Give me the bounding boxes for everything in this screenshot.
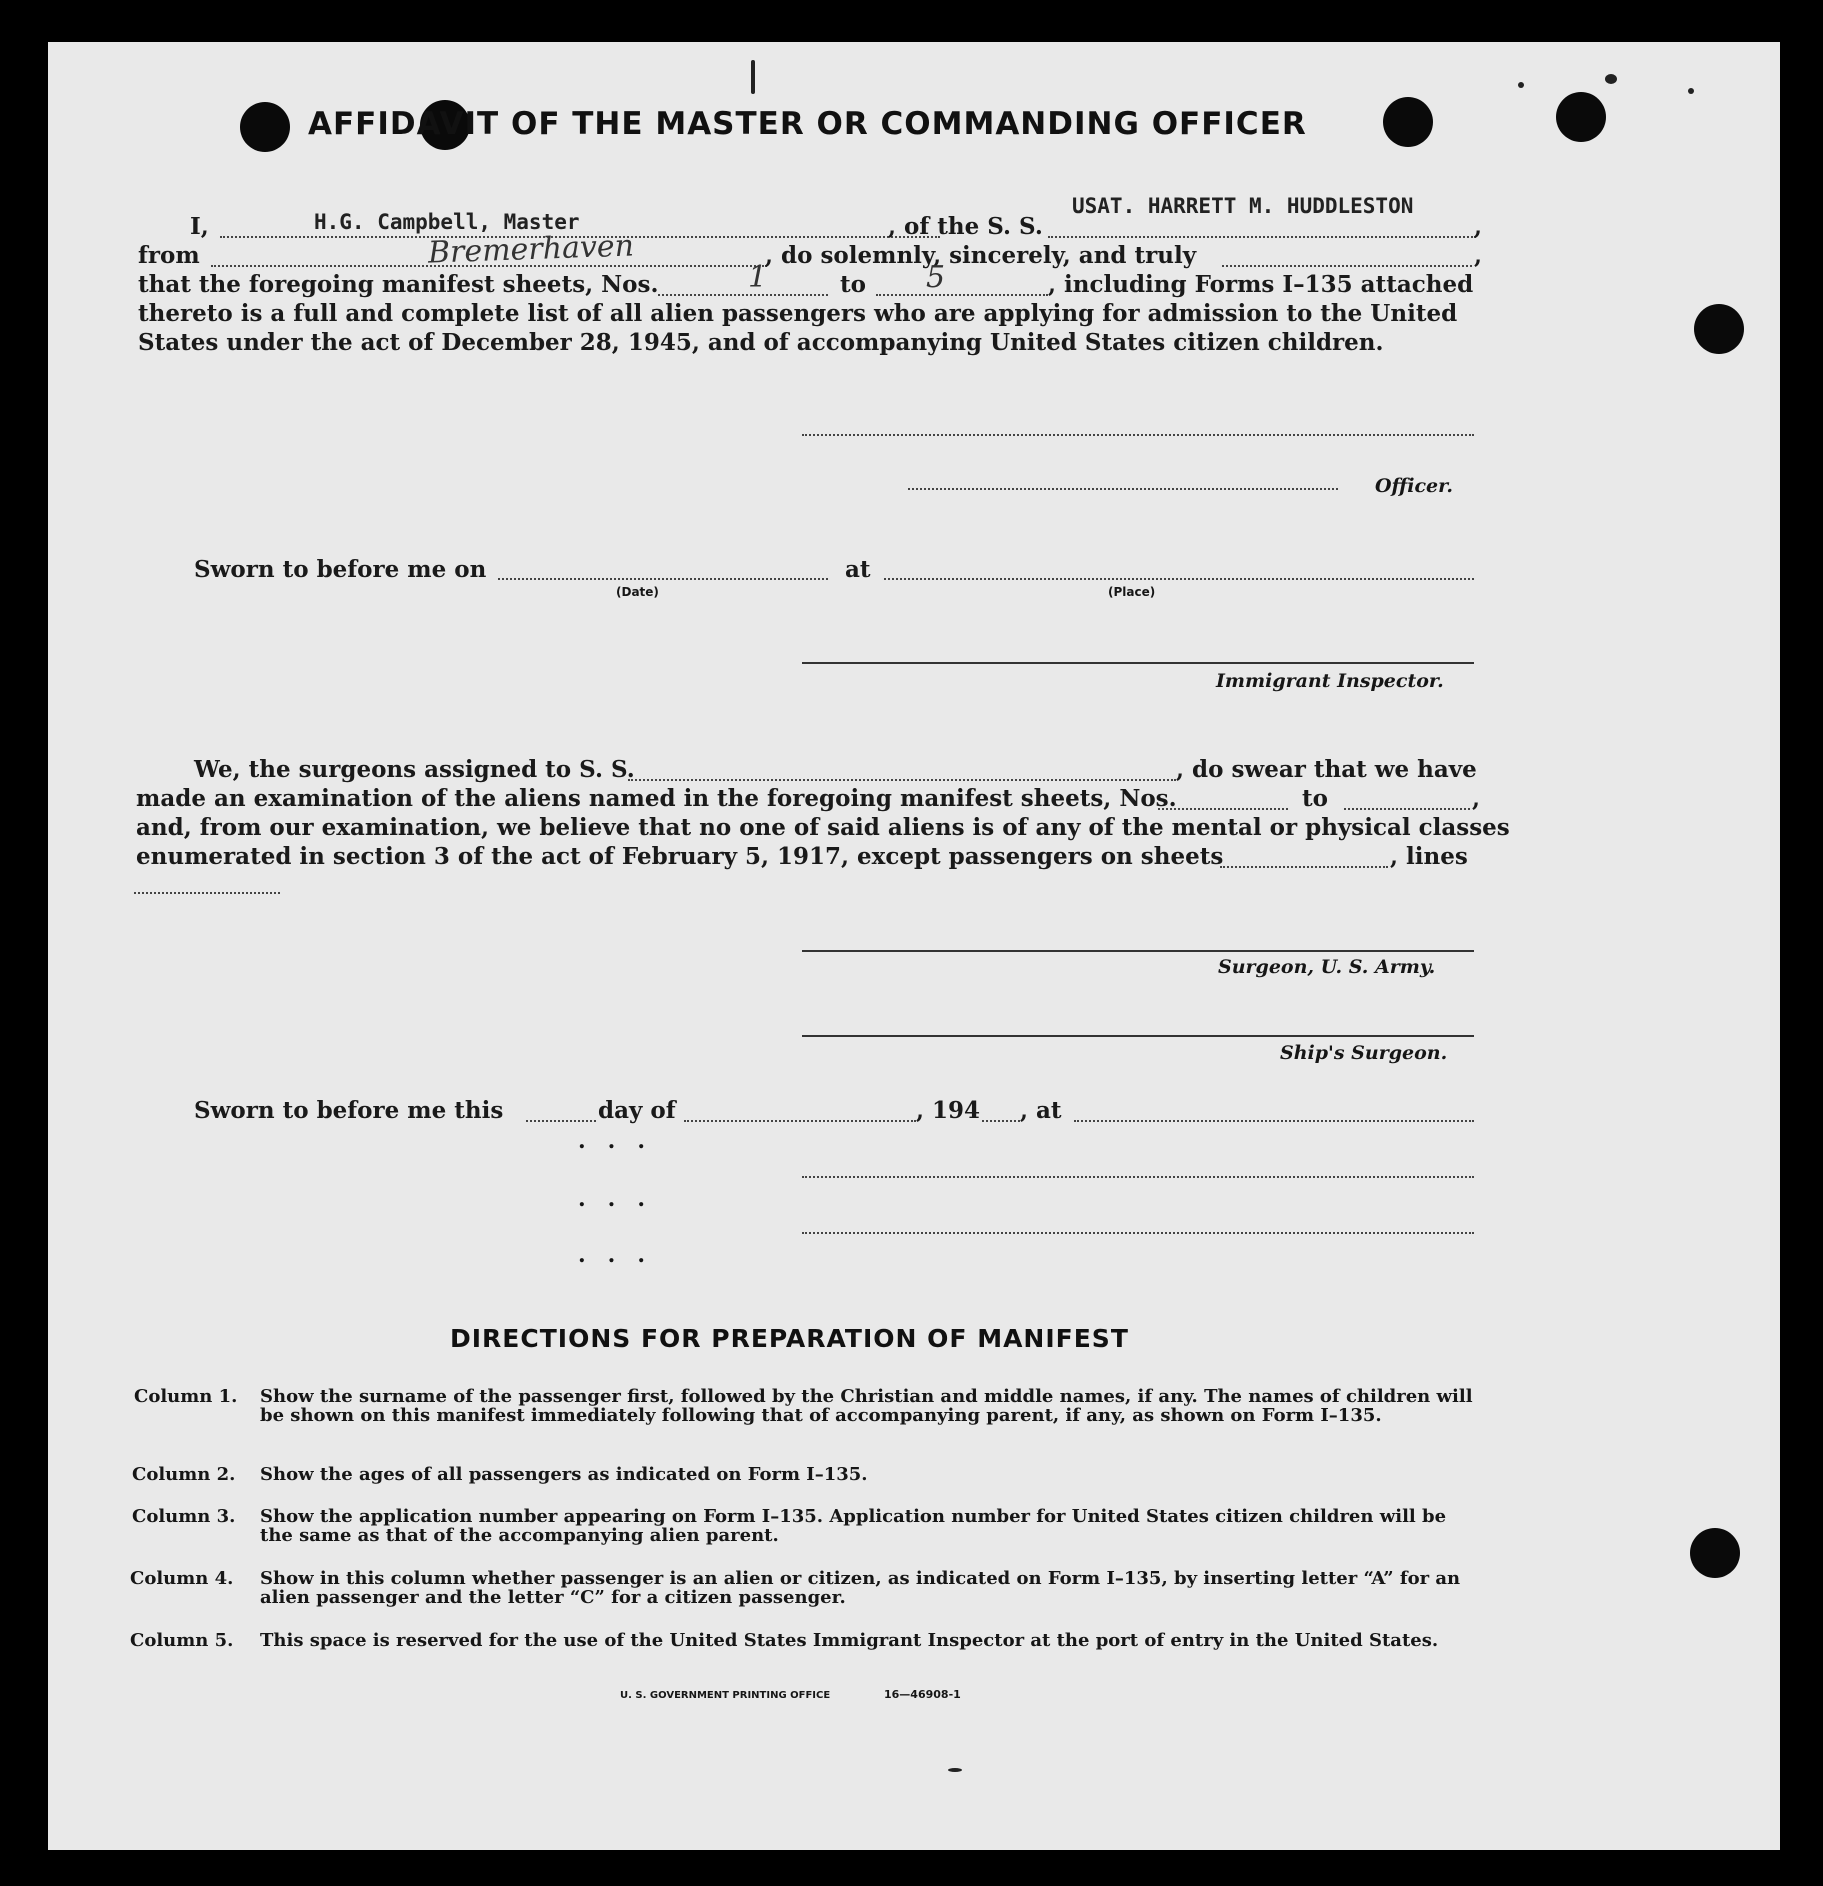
to-label: to [840,271,866,298]
punch-hole [1694,304,1744,354]
lines-label: , lines [1390,843,1468,870]
punch-hole [240,102,290,152]
at-label: , at [1020,1097,1062,1124]
manifest-nos-label: that the foregoing manifest sheets, Nos. [138,271,659,298]
i-prefix: I, [190,213,209,240]
affidavit-document-page [48,42,1780,1850]
printer-imprint: U. S. GOVERNMENT PRINTING OFFICE [620,1690,831,1701]
surgeons-suffix: , do swear that we have [1176,756,1477,783]
dot-row: ... [578,1242,667,1268]
year-label: , 194 [916,1097,981,1124]
date-caption: (Date) [616,585,659,599]
direction-text: Show the application number appearing on Form I–135. Application number for United States citizen children will be the same as that of the accompanying alien parent. [260,1506,1447,1546]
officer-signature-line[interactable] [802,434,1474,436]
affidavit-text-line: thereto is a full and complete list of all alien passengers who are applying for admission to the United [138,300,1458,327]
direction-text: Show the ages of all passengers as indicated on Form I–135. [260,1464,868,1485]
sheets-field[interactable] [1220,866,1388,868]
surgeons-prefix: We, the surgeons assigned to S. S. [194,756,635,783]
ink-speck [1605,74,1617,84]
signature-line[interactable] [802,1176,1474,1178]
at-label: at [845,556,871,583]
sworn-date-field[interactable] [498,578,828,580]
immigrant-inspector-caption: Immigrant Inspector. [1216,670,1444,692]
truly-blank[interactable] [1222,265,1472,267]
ship-name-field[interactable] [1048,236,1476,238]
surgeons-ship-field[interactable] [628,779,1176,781]
comma: , [1474,213,1483,240]
surgeons-nos-to-field[interactable] [1344,808,1470,810]
surgeons-text-line: and, from our examination, we believe that no one of said aliens is of any of the mental or physical classes [136,814,1510,841]
officer-caption: Officer. [1375,475,1454,497]
sworn-this-label: Sworn to before me this [194,1097,504,1124]
dot-row: ... [578,1186,667,1212]
solemnly-text: , do solemnly, sincerely, and truly [765,242,1197,269]
direction-label: Column 2. [132,1464,236,1485]
punch-hole [1556,92,1606,142]
sworn-at-field[interactable] [1074,1120,1474,1122]
from-label: from [138,242,200,269]
place-caption: (Place) [1108,585,1156,599]
sworn-place-field[interactable] [884,578,1474,580]
direction-label: Column 4. [130,1568,234,1589]
including-forms-text: , including Forms I–135 attached [1048,271,1474,298]
comma: , [1474,242,1483,269]
surgeons-text-line: made an examination of the aliens named in the foregoing manifest sheets, Nos. [136,785,1177,812]
from-place-handwritten: Bremerhaven [427,228,635,271]
direction-text: Show in this column whether passenger is an alien or citizen, as indicated on Form I–135, by inserting letter “A” for an alien passenger and the letter “C” for a citizen passenger. [260,1568,1461,1608]
direction-text: Show the surname of the passenger first, followed by the Christian and middle names, if any. The names of children will be shown on this manifest immediately following that of accompanying parent, if any, as shown on Form I–135. [260,1386,1473,1426]
lines-field[interactable] [134,892,280,894]
nos-from-handwritten: 1 [748,260,768,295]
ship-surgeon-signature-line[interactable] [802,1035,1474,1037]
punch-hole [1690,1528,1740,1578]
ship-surgeon-caption: Ship's Surgeon. [1280,1042,1448,1064]
affidavit-text-line: States under the act of December 28, 1945, and of accompanying United States citizen children. [138,329,1384,356]
comma: , [1472,785,1481,812]
ink-speck [1688,88,1694,94]
to-label: to [1302,785,1328,812]
affidavit-title: AFFIDAVIT OF THE MASTER OR COMMANDING OFFICER [308,106,1307,142]
sworn-day-field[interactable] [526,1120,596,1122]
ink-speck [948,1768,962,1772]
sworn-month-field[interactable] [684,1120,916,1122]
army-surgeon-caption: Surgeon, U. S. Army. [1218,956,1436,978]
nos-from-field[interactable] [658,294,828,296]
form-code: 16—46908-1 [884,1688,961,1701]
inspector-signature-line[interactable] [802,662,1474,664]
nos-to-handwritten: 5 [926,260,946,295]
sworn-before-label: Sworn to before me on [194,556,487,583]
directions-title: DIRECTIONS FOR PREPARATION OF MANIFEST [450,1324,1129,1353]
master-name-value: H.G. Campbell, Master [314,210,580,234]
army-surgeon-signature-line[interactable] [802,950,1474,952]
direction-text: This space is reserved for the use of the United States Immigrant Inspector at the port of entry in the United States. [260,1630,1439,1651]
surgeons-text-line: enumerated in section 3 of the act of February 5, 1917, except passengers on sheets [136,843,1224,870]
signature-line[interactable] [802,1232,1474,1234]
direction-label: Column 1. [134,1386,238,1407]
dot-row: ... [578,1128,667,1154]
ship-name-value: USAT. HARRETT M. HUDDLESTON [1072,194,1414,218]
direction-label: Column 5. [130,1630,234,1651]
ink-speck [1518,82,1524,88]
sworn-year-field[interactable] [982,1120,1020,1122]
surgeons-nos-from-field[interactable] [1158,808,1288,810]
punch-hole [1383,97,1433,147]
day-of-label: day of [598,1097,676,1124]
direction-label: Column 3. [132,1506,236,1527]
ink-speck [751,60,755,94]
officer-title-line[interactable] [908,488,1338,490]
of-the-ss-label: , of the S. S. [888,213,1043,240]
nos-to-field[interactable] [876,294,1048,296]
